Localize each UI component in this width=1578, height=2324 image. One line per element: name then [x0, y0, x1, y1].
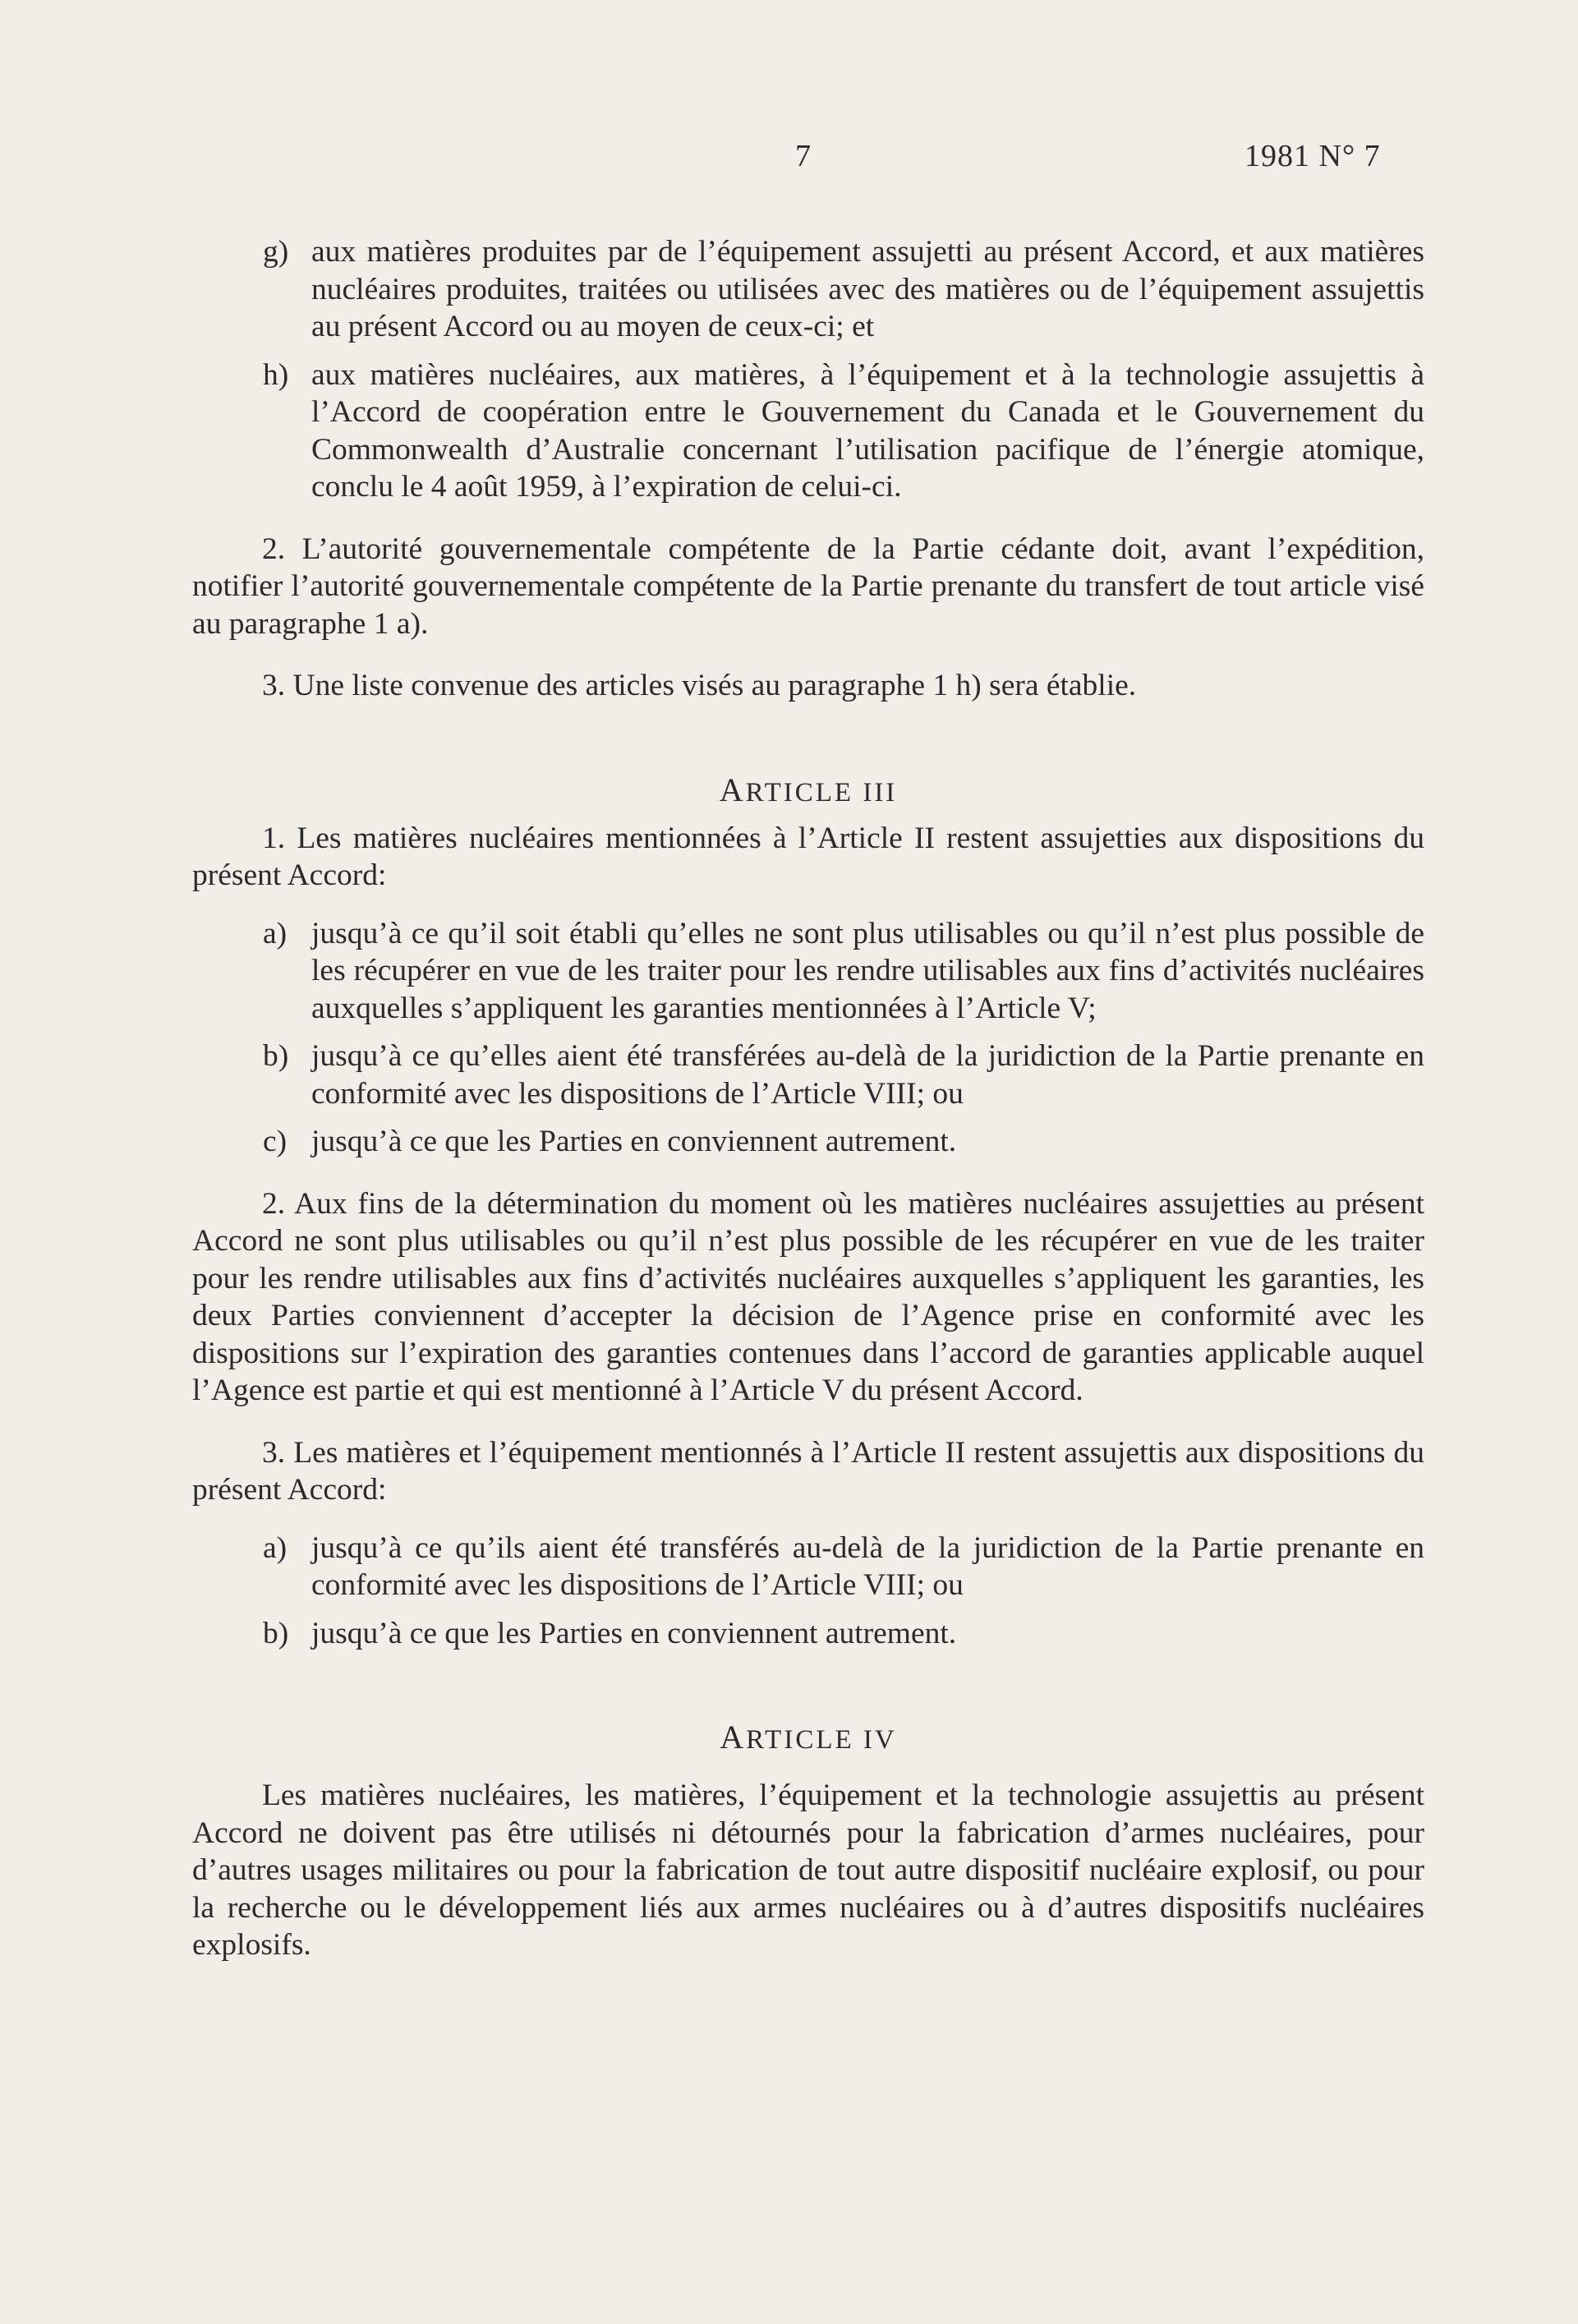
list-item [192, 1530, 1424, 1604]
page-header [0, 138, 1578, 187]
item-label: a) [263, 1530, 288, 1565]
item-text: aux matières nucléaires, aux matières, à l’équipement et à la technologie assujettis à l’Accord de coopération entre le Gouvernement du Canada et le Gouvernement du Commonwealth d’Australie concernant l’utilisation pacifique de l’énergie atomique, conclu le 4 août 1959, à l’expiration de celui-ci. [311, 357, 1424, 504]
item-label: c) [263, 1125, 288, 1158]
item-label: a) [263, 916, 288, 950]
item-text: jusqu’à ce qu’il soit établi qu’elles ne sont plus utilisables ou qu’il n’est plus possible de les récupérer en vue de les traiter pour les rendre utilisables aux fins d’activités nucléaires auxquelles s’appliquent les garanties mentionnées à l’Article V; [311, 916, 1424, 1025]
item-label: g) [263, 235, 289, 269]
list-item [192, 915, 1424, 1028]
paragraph: 3. Une liste convenue des articles visés au paragraphe 1 h) sera établie. [262, 669, 1137, 702]
paragraph: Les matières nucléaires, les matières, l’équipement et la technologie assujettis au présent Accord ne doivent pas être utilisés ni détournés pour la fabrication d’armes nucléaires, pour d’autres usages militaires ou pour la fabrication de tout autre dispositif nucléaire explosif, ou pour la recherche ou le développement liés aux armes nucléaires ou à d’autres dispositifs nucléaires explosifs. [192, 1779, 1424, 1962]
item-label: h) [263, 357, 289, 392]
list-item [192, 1615, 1424, 1653]
paragraph: 2. Aux fins de la détermination du moment où les matières nucléaires assujetties au présent Accord ne sont plus utilisables ou qu’il n’est plus possible de les récupérer en vue de les traiter pour les rendre utilisables aux fins d’activités nucléaires auxquelles s’appliquent les garanties, les deux Parties conviennent d’accepter la décision de l’Agence prise en conformité avec les dispositions sur l’expiration des garanties contenues dans l’accord de garanties applicable auquel l’Agence est partie et qui est mentionné à l’Article V du présent Accord. [192, 1186, 1424, 1407]
item-text: jusqu’à ce que les Parties en conviennent autrement. [311, 1616, 957, 1650]
item-text: jusqu’à ce qu’ils aient été transférés au-delà de la juridiction de la Partie prenante en conformité avec les dispositions de l’Article VIII; ou [311, 1530, 1424, 1602]
item-label: b) [263, 1039, 289, 1073]
list-item [192, 1038, 1424, 1112]
article-heading: ARTICLE III [719, 771, 898, 808]
paragraph: 3. Les matières et l’équipement mentionnés à l’Article II restent assujettis aux dispositions du présent Accord: [192, 1435, 1424, 1507]
article-heading: ARTICLE IV [720, 1719, 897, 1756]
document-reference: 1981 N° 7 [1244, 139, 1381, 173]
page-number: 7 [795, 139, 811, 173]
item-text: jusqu’à ce que les Parties en conviennent autrement. [311, 1125, 957, 1158]
paragraph: 2. L’autorité gouvernementale compétente de la Partie cédante doit, avant l’expédition, notifier l’autorité gouvernementale compétente de la Partie prenante du transfert de tout article visé au paragraphe 1 a). [192, 532, 1424, 641]
list-item [192, 357, 1424, 506]
document-body [192, 233, 1424, 1964]
paragraph: 1. Les matières nucléaires mentionnées à l’Article II restent assujetties aux dispositions du présent Accord: [192, 821, 1424, 892]
item-label: b) [263, 1616, 289, 1650]
item-text: jusqu’à ce qu’elles aient été transférées au-delà de la juridiction de la Partie prenante en conformité avec les dispositions de l’Article VIII; ou [311, 1039, 1424, 1111]
list-item [192, 1123, 1424, 1161]
item-text: aux matières produites par de l’équipement assujetti au présent Accord, et aux matières nucléaires produites, traitées ou utilisées avec des matières ou de l’équipement assujettis au présent Accord ou au moyen de ceux-ci; et [311, 235, 1424, 343]
list-item [192, 233, 1424, 346]
